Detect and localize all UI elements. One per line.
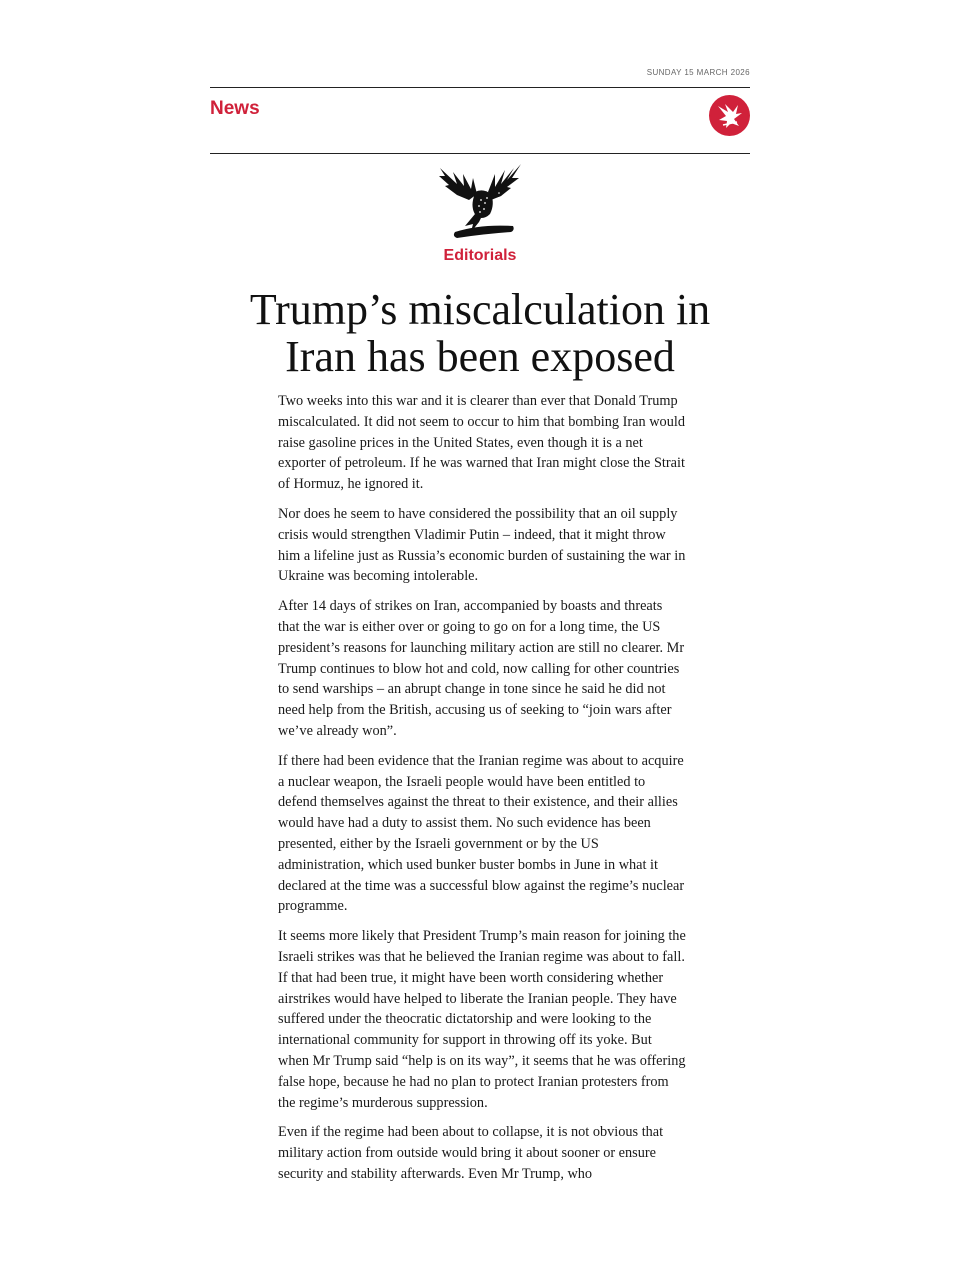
article-paragraph: Two weeks into this war and it is clearer than ever that Donald Trump miscalculated. It did not seem to occur to him that bombing Iran would raise gasoline prices in the United States, even though it is a net exporter of petroleum. If he was warned that Iran might close the Strait of Hormuz, he ignored it. bbox=[278, 393, 685, 493]
article-paragraph: Even if the regime had been about to collapse, it is not obvious that military action from outside would bring it about sooner or ensure security and stability afterwards. Even Mr Trump, who bbox=[278, 1124, 664, 1182]
article-headline bbox=[180, 286, 780, 380]
article-paragraph: It seems more likely that President Trump’s main reason for joining the Israeli strikes was that he believed the Iranian regime was about to fall. If that had been true, it might have been worth considering whether airstrikes would have helped to liberate the Iranian people. They have suffered under the theocratic dictatorship and were looking to the international community for support in throwing off its yoke. But when Mr Trump said “help is on its way”, it seems that he was offering false hope, because he had no plan to protect Iranian protesters from the regime’s murderous suppression. bbox=[278, 928, 686, 1111]
section-kicker[interactable]: Editorials bbox=[443, 247, 517, 264]
header-rule-bottom bbox=[210, 153, 750, 154]
article-paragraph: If there had been evidence that the Iranian regime was about to acquire a nuclear weapon, the Israeli people would have been entitled to defend themselves against the threat to their existence, and their allies would have had a duty to assist them. No such evidence has been presented, either by the Israeli government or by the US administration, which used bunker buster bombs in June in what it declared at the time was a successful blow against the regime’s nuclear programme. bbox=[278, 752, 685, 915]
logo-badge[interactable] bbox=[709, 95, 750, 136]
eagle-icon bbox=[435, 162, 525, 242]
issue-date: SUNDAY 15 MARCH 2026 bbox=[646, 68, 750, 77]
article-paragraph: After 14 days of strikes on Iran, accompanied by boasts and threats that the war is either over or going to go on for a long time, the US president’s reasons for launching military action are still no clearer. Mr Trump continues to blow hot and cold, now calling for other countries to send warships – an abrupt change in tone since he said he did not need help from the British, accusing us of seeking to “join wars after we’ve already won”. bbox=[278, 598, 685, 739]
article-paragraph: Nor does he seem to have considered the possibility that an oil supply crisis would strengthen Vladimir Putin – indeed, that it might throw him a lifeline just as Russia’s economic burden of sustaining the war in Ukraine was becoming intolerable. bbox=[278, 505, 686, 585]
header-rule-top bbox=[210, 87, 750, 88]
headline-line-1: Trump’s miscalculation in bbox=[249, 285, 711, 334]
eagle-icon bbox=[709, 95, 750, 136]
headline-line-2: Iran has been exposed bbox=[285, 332, 675, 381]
article-body bbox=[278, 391, 686, 1194]
section-label[interactable]: News bbox=[210, 98, 260, 119]
